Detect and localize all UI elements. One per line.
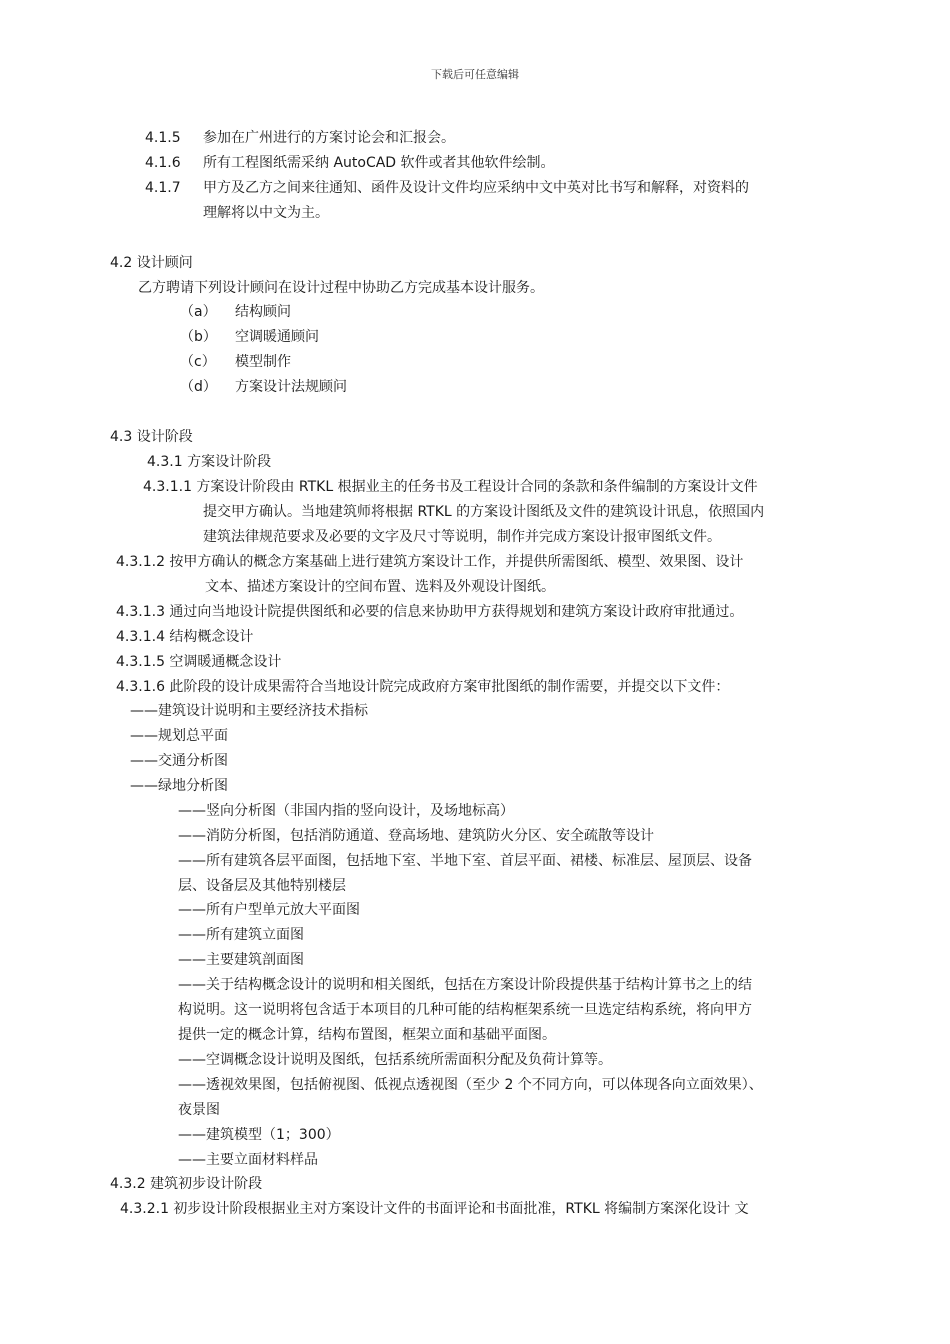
subsection-heading-4-3-2: 4.3.2 建筑初步设计阶段 (110, 1176, 263, 1192)
item-4-1-7 (145, 178, 749, 198)
list-text: 方案设计法规顾问 (235, 379, 347, 395)
paragraph-4-3-1-6: 4.3.1.6 此阶段的设计成果需符合当地设计院完成政府方案审批图纸的制作需要，并提交以下文件： (116, 679, 730, 695)
section-heading-4-2: 4.2 设计顾问 (110, 255, 193, 271)
deliverable-item: ——所有建筑各层平面图，包括地下室、半地下室、首层平面、裙楼、标准层、屋顶层、设备 (178, 853, 752, 869)
paragraph-4-3-1-3: 4.3.1.3 通过向当地设计院提供图纸和必要的信息来协助甲方获得规划和建筑方案设计政府审批通过。 (116, 604, 744, 620)
deliverable-item-cont: 层、设备层及其他特别楼层 (178, 878, 346, 894)
consultant-item (180, 377, 347, 397)
item-text: 甲方及乙方之间来往通知、函件及设计文件均应采纳中文中英对比书写和解释，对资料的 (203, 180, 749, 196)
paragraph-4-3-1-2: 4.3.1.2 按甲方确认的概念方案基础上进行建筑方案设计工作，并提供所需图纸、模型、效果图、设计 (116, 554, 744, 570)
deliverable-item: ——空调概念设计说明及图纸，包括系统所需面积分配及负荷计算等。 (178, 1052, 612, 1068)
deliverable-item: ——建筑模型（1；300） (178, 1127, 340, 1143)
item-text: 所有工程图纸需采纳 AutoCAD 软件或者其他软件绘制。 (203, 155, 555, 171)
deliverable-item: ——透视效果图，包括俯视图、低视点透视图（至少 2 个不同方向，可以体现各向立面效果）、 (178, 1077, 763, 1093)
item-4-1-5 (145, 128, 455, 148)
list-text: 模型制作 (235, 354, 291, 370)
deliverable-item: ——所有户型单元放大平面图 (178, 902, 360, 918)
item-text: 参加在广州进行的方案讨论会和汇报会。 (203, 130, 455, 146)
deliverable-item-cont: 提供一定的概念计算，结构布置图，框架立面和基础平面图。 (178, 1027, 556, 1043)
list-text: 空调暖通顾问 (235, 329, 319, 345)
paragraph-4-3-1-1-cont: 提交甲方确认。当地建筑师将根据 RTKL 的方案设计图纸及文件的建筑设计讯息，依照国内 (203, 504, 765, 520)
deliverable-item: ——建筑设计说明和主要经济技术指标 (130, 703, 368, 719)
list-marker: （c） (180, 354, 216, 370)
subsection-heading-4-3-1: 4.3.1 方案设计阶段 (147, 454, 272, 470)
list-text: 结构顾问 (235, 304, 291, 320)
item-number: 4.1.6 (145, 155, 181, 171)
paragraph-4-3-1-5: 4.3.1.5 空调暖通概念设计 (116, 654, 282, 670)
consultant-item (180, 302, 291, 322)
deliverable-item: ——交通分析图 (130, 753, 228, 769)
list-marker: （a） (180, 304, 217, 320)
paragraph-4-3-1-2-cont: 文本、描述方案设计的空间布置、选料及外观设计图纸。 (205, 579, 555, 595)
section-4-2-intro: 乙方聘请下列设计顾问在设计过程中协助乙方完成基本设计服务。 (138, 280, 544, 296)
deliverable-item-cont: 夜景图 (178, 1102, 220, 1118)
list-marker: （b） (180, 329, 217, 345)
list-marker: （d） (180, 379, 217, 395)
item-number: 4.1.7 (145, 180, 181, 196)
deliverable-item: ——规划总平面 (130, 728, 228, 744)
deliverable-item: ——绿地分析图 (130, 778, 228, 794)
deliverable-item: ——主要立面材料样品 (178, 1152, 318, 1168)
paragraph-4-3-1-1-cont: 建筑法律规范要求及必要的文字及尺寸等说明，制作并完成方案设计报审图纸文件。 (203, 529, 721, 545)
deliverable-item: ——关于结构概念设计的说明和相关图纸，包括在方案设计阶段提供基于结构计算书之上的结 (178, 977, 752, 993)
deliverable-item: ——竖向分析图（非国内指的竖向设计，及场地标高） (178, 803, 514, 819)
deliverable-item: ——主要建筑剖面图 (178, 952, 304, 968)
paragraph-4-3-1-1: 4.3.1.1 方案设计阶段由 RTKL 根据业主的任务书及工程设计合同的条款和条件编制的方案设计文件 (143, 479, 758, 495)
page-header: 下载后可任意编辑 (431, 68, 519, 81)
section-heading-4-3: 4.3 设计阶段 (110, 429, 193, 445)
item-4-1-6 (145, 153, 555, 173)
paragraph-4-3-1-4: 4.3.1.4 结构概念设计 (116, 629, 254, 645)
paragraph-4-3-2-1: 4.3.2.1 初步设计阶段根据业主对方案设计文件的书面评论和书面批准，RTKL 将编制方案深化设计 文 (120, 1201, 749, 1217)
consultant-item (180, 352, 291, 372)
deliverable-item: ——所有建筑立面图 (178, 927, 304, 943)
deliverable-item-cont: 构说明。这一说明将包含适于本项目的几种可能的结构框架系统一旦选定结构系统，将向甲方 (178, 1002, 752, 1018)
consultant-item (180, 327, 319, 347)
deliverable-item: ——消防分析图，包括消防通道、登高场地、建筑防火分区、安全疏散等设计 (178, 828, 654, 844)
item-number: 4.1.5 (145, 130, 181, 146)
item-4-1-7-continuation: 理解将以中文为主。 (203, 205, 329, 221)
